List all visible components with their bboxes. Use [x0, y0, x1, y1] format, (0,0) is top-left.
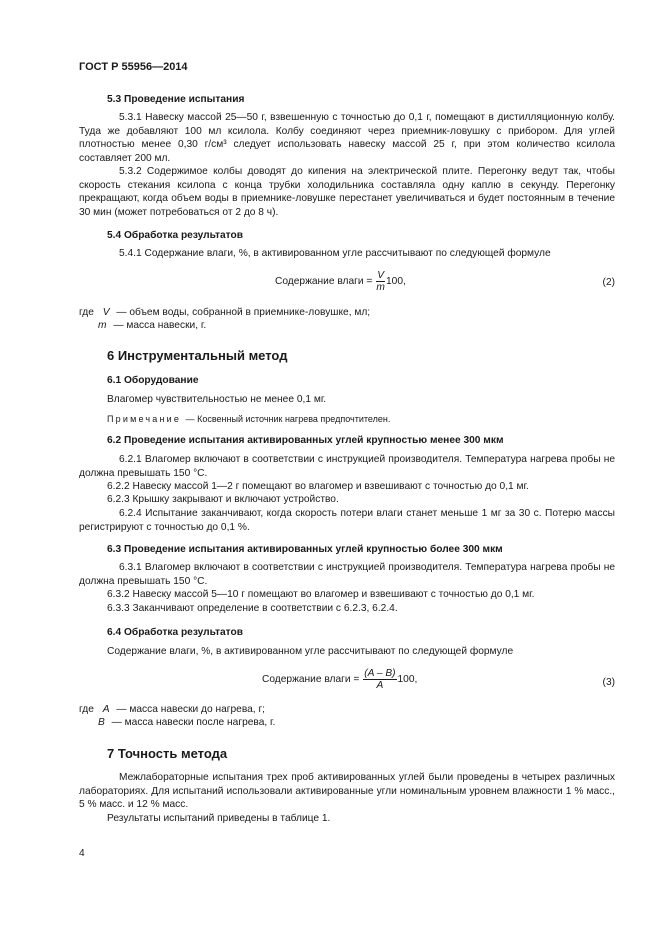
note — [107, 413, 390, 427]
formula-2-fraction — [376, 270, 385, 293]
symbol-a: A — [102, 704, 110, 715]
paragraph-6-3-2: 6.3.2 Навеску массой 5—10 г помещают во влагомер и взвешивают с точностью до 0,1 мг. — [107, 589, 535, 600]
note-text: — Косвенный источник нагрева предпочтителен. — [185, 414, 391, 424]
section-5-4-title: 5.4 Обработка результатов — [107, 230, 244, 241]
formula-3-label: Содержание влаги = — [262, 674, 360, 686]
where-v-line — [79, 306, 370, 320]
where-b-text: — масса навески после нагрева, г. — [111, 717, 276, 728]
paragraph-5-3-2: 5.3.2 Содержимое колбы доводят до кипения на электрической плите. Перегонку ведут так, чтобы скорость стекания ксилопа с конца трубки холодильника составляла одну каплю в секунду. Перегонку прекращают, когда объем воды в приемнике-ловушке перестанет увеличиваться и будет постоянным в течение 30 мин (может потребоваться от 2 до 8 ч). — [79, 166, 615, 218]
section-6-4-title: 6.4 Обработка результатов — [107, 627, 244, 638]
paragraph-6-2-2: 6.2.2 Навеску массой 1—2 г помещают во влагомер и взвешивают с точностью до 0,1 мг. — [107, 481, 529, 492]
section-6-3-title: 6.3 Проведение испытания активированных углей крупностью более 300 мкм — [107, 544, 503, 555]
note-label: Примечание — [107, 414, 182, 424]
formula-2-denominator: m — [376, 282, 385, 293]
formula-3-denominator: A — [376, 680, 384, 691]
paragraph-6-2-1: 6.2.1 Влагомер включают в соответствии с инструкцией производителя. Температура нагрева пробы не должна превышать 150 °С. — [79, 454, 615, 479]
formula-3-tail: 100, — [397, 674, 418, 686]
symbol-b: B — [98, 717, 105, 728]
formula-3-fraction — [363, 668, 396, 691]
where-prefix: где — [79, 704, 94, 715]
section-6-2-title: 6.2 Проведение испытания активированных углей крупностью менее 300 мкм — [107, 435, 504, 446]
formula-3-number: (3) — [602, 677, 615, 688]
section-7-title: 7 Точность метода — [107, 746, 228, 761]
paragraph-6-2-4: 6.2.4 Испытание заканчивают, когда скорость потери влаги станет меньше 1 мг за 30 с. Потерю массы регистрируют с точностью до 0,1 %. — [79, 508, 615, 533]
document-header: ГОСТ Р 55956—2014 — [79, 61, 188, 73]
formula-3-numerator: (A – B) — [364, 668, 396, 679]
paragraph-7-1: Межлабораторные испытания трех проб активированных углей были проведены в четырех различных лабораториях. Для испытаний использовали активированные угли номинальным уровнем влажности 1 % масс., 5 % масс. и 12 % масс. — [79, 772, 615, 811]
where-prefix: где — [79, 307, 94, 318]
formula-2-tail: 100, — [385, 276, 406, 288]
symbol-v: V — [102, 307, 110, 318]
formula-2-numerator: V — [377, 270, 384, 281]
symbol-m: m — [98, 320, 107, 331]
paragraph-6-2-3: 6.2.3 Крышку закрывают и включают устройство. — [107, 494, 339, 505]
paragraph-7-2: Результаты испытаний приведены в таблице 1. — [107, 813, 331, 824]
section-6-title: 6 Инструментальный метод — [107, 348, 288, 363]
paragraph-6-4: Содержание влаги, %, в активированном угле рассчитывают по следующей формуле — [107, 646, 514, 657]
where-m-line — [98, 319, 206, 333]
section-5-3-title: 5.3 Проведение испытания — [107, 94, 245, 105]
where-a-text: — масса навески до нагрева, г; — [116, 704, 266, 715]
page-number: 4 — [79, 848, 85, 859]
paragraph-6-3-3: 6.3.3 Заканчивают определение в соответствии с 6.2.3, 6.2.4. — [107, 603, 398, 614]
where-b-line — [98, 716, 275, 730]
formula-2-number: (2) — [602, 277, 615, 288]
where-v-text: — объем воды, собранной в приемнике-ловушке, мл; — [116, 307, 371, 318]
section-6-1-title: 6.1 Оборудование — [107, 375, 199, 386]
paragraph-5-4-1: 5.4.1 Содержание влаги, %, в активированном угле рассчитывают по следующей формуле — [119, 248, 551, 259]
paragraph-5-3-1: 5.3.1 Навеску массой 25—50 г, взвешенную с точностью до 0,1 г, помещают в дистилляционную колбу. Туда же добавляют 100 мл ксилола. Колбу соединяют через приемник-ловушку с прибором. Для углей плотностью менее 0,30 г/см³ следует использовать навеску массой 25 г, при этом количество ксилола составляет 200 мл. — [79, 112, 615, 164]
paragraph-6-1: Влагомер чувствительностью не менее 0,1 мг. — [107, 394, 327, 405]
paragraph-6-3-1: 6.3.1 Влагомер включают в соответствии с инструкцией производителя. Температура нагрева пробы не должна превышать 150 °С. — [79, 562, 615, 587]
formula-3 — [262, 668, 417, 691]
formula-2-label: Содержание влаги = — [275, 276, 373, 288]
where-a-line — [79, 703, 265, 717]
formula-2 — [275, 270, 406, 293]
where-m-text: — масса навески, г. — [113, 320, 207, 331]
